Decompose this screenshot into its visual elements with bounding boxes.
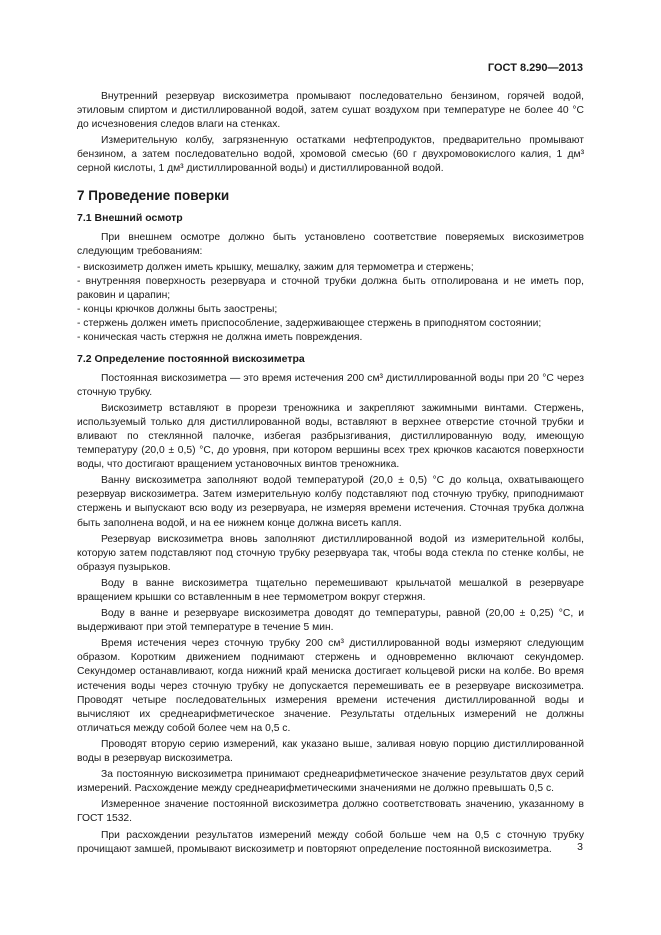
page-number: 3 [577,841,583,853]
requirement-item: - внутренняя поверхность резервуара и сточной трубки должна быть отполирована и не иметь пор, раковин и царапин; [77,276,584,302]
inspection-lead: При внешнем осмотре должно быть установлено соответствие поверяемых вискозиметров следующим требованиям: [77,231,584,257]
body-paragraph: При расхождении результатов измерений между собой больше чем на 0,5 с сточную трубку прочищают замшей, промывают вискозиметр и повторяют определение постоянной вискозиметра. [77,829,584,855]
body-paragraph: Измеренное значение постоянной вискозиметра должно соответствовать значению, указанному в ГОСТ 1532. [77,799,584,825]
body-paragraph: Проводят вторую серию измерений, как указано выше, заливая новую порцию дистиллированной воды в резервуар вискозиметра. [77,738,584,765]
section-title: 7 Проведение поверки [77,187,230,203]
subsection-title-external-inspection: 7.1 Внешний осмотр [77,211,183,224]
requirements-list [77,261,584,346]
requirement-item: - стержень должен иметь приспособление, задерживающее стержень в приподнятом состоянии; [77,318,542,330]
page-content [77,90,584,859]
body-paragraph: За постоянную вискозиметра принимают среднеарифметическое значение результатов двух серий измерений. Расхождение между среднеарифметическими значениями не должно превышать 0,5 с. [77,769,584,795]
body-paragraph: Вискозиметр вставляют в прорези треножника и закрепляют зажимными винтами. Стержень, используемый только для дистиллированной воды, вставляют в верхнее отверстие сточной трубки и вливают по стеклянной палочке, избегая разбрызгивания, дистиллированную воду, имеющую температуру (20,0 ± 0,5) °С, до уровня, при котором вершины всех трех крючков касаются поверхности воды, что достигают вращением установочных винтов треножника. [77,402,584,471]
body-paragraph: Воду в ванне вискозиметра тщательно перемешивают крыльчатой мешалкой в резервуаре вращением крышки со вставленным в нее термометром вокруг стержня. [77,577,584,603]
requirement-item: - концы крючков должны быть заострены; [77,304,278,316]
body-paragraph: Время истечения через сточную трубку 200 см³ дистиллированной воды измеряют следующим образом. Коротким движением поднимают стержень и одновременно включают секундомер. Секундомер останавливают, когда нижний край мениска достигает кольцевой риски на колбе. Во время истечения воды через сточную трубку не допускается перемешивать ее в резервуаре вискозиметра. Проводят четыре последовательных измерения времени истечения дистиллированной воды и вычисляют их среднеарифметическое значение. Результаты отдельных измерений не должны отличаться между собой более чем на 0,5 с. [77,638,584,734]
body-paragraph: Резервуар вискозиметра вновь заполняют дистиллированной водой из измерительной колбы, которую затем подставляют под сточную трубку резервуара так, чтобы вода стекла по стенке колбы, не образуя пузырьков. [77,533,584,573]
body-paragraph: Ванну вискозиметра заполняют водой температурой (20,0 ± 0,5) °С до кольца, охватывающего резервуар вискозиметра. Затем измерительную колбу подставляют под сточную трубку, приподнимают стержень и выпускают всю воду из резервуара, не измеряя времени истечения. Сточная трубка должна быть заполнена водой, и на ее нижнем конце должна висеть капля. [77,475,584,529]
body-paragraph: Постоянная вискозиметра — это время истечения 200 см³ дистиллированной воды при 20 °С через сточную трубку. [77,372,584,398]
body-paragraph: Воду в ванне и резервуаре вискозиметра доводят до температуры, равной (20,00 ± 0,25) °С, и выдерживают при этой температуре в течение 5 мин. [77,608,584,634]
requirement-item: - коническая часть стержня не должна иметь повреждения. [77,332,363,344]
document-header: ГОСТ 8.290—2013 [487,62,583,74]
intro-paragraph-1: Внутренний резервуар вискозиметра промывают последовательно бензином, горячей водой, этиловым спиртом и дистиллированной водой, затем сушат воздухом при температуре не более 40 °С до исчезновения следов влаги на стенках. [77,91,584,131]
intro-paragraph-2: Измерительную колбу, загрязненную остатками нефтепродуктов, предварительно промывают бензином, а затем последовательно водой, хромовой смесью (60 г двухромовокислого калия, 1 дм³ серной кислоты, 1 дм³ дистиллированной воды) и дистиллированной водой. [77,135,584,175]
subsection-title-viscometer-constant: 7.2 Определение постоянной вискозиметра [77,352,305,365]
requirement-item: - вискозиметр должен иметь крышку, мешалку, зажим для термометра и стержень; [77,261,474,273]
